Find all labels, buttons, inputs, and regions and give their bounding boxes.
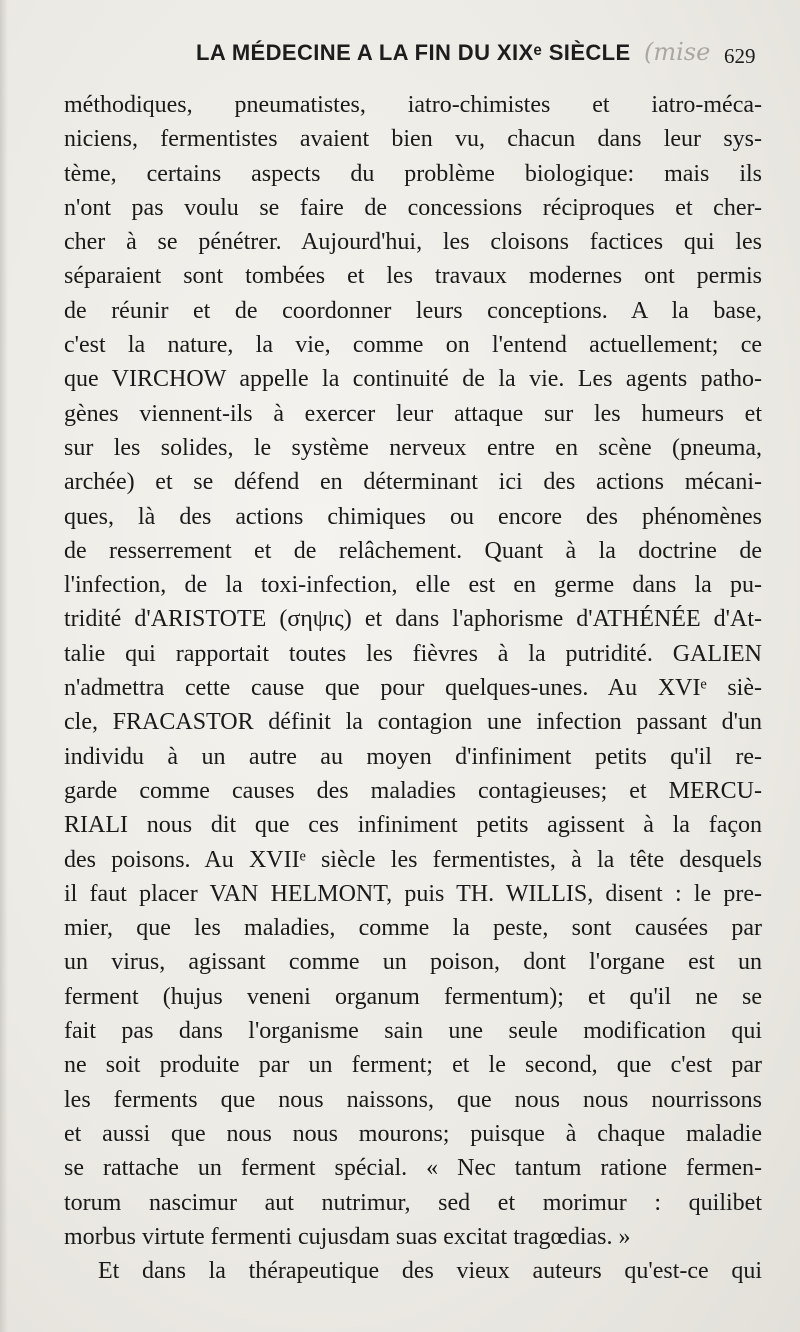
text-line: que VIRCHOW appelle la continuité de la vie. Les agents patho- — [64, 366, 762, 393]
text-line: torum nascimur aut nutrimur, sed et morimur : quilibet — [64, 1189, 762, 1216]
text-line: sur les solides, le système nerveux entre en scène (pneuma, — [64, 434, 762, 461]
text-line: tridité d'ARISTOTE (σηψις) et dans l'aphorisme d'ATHÉNÉE d'At- — [64, 606, 762, 633]
text-line: de resserrement et de relâchement. Quant à la doctrine de — [64, 537, 762, 564]
text-line: ne soit produite par un ferment; et le second, que c'est par — [64, 1052, 762, 1079]
text-line: mier, que les maladies, comme la peste, sont causées par — [64, 915, 762, 942]
text-line: gènes viennent-ils à exercer leur attaque sur les humeurs et — [64, 400, 762, 427]
text-line: garde comme causes des maladies contagieuses; et MERCU- — [64, 777, 762, 804]
text-line: cle, FRACASTOR définit la contagion une infection passant d'un — [64, 709, 762, 736]
text-line: Et dans la thérapeutique des vieux auteurs qu'est-ce qui — [98, 1258, 762, 1285]
text-line: archée) et se défend en déterminant ici des actions mécani- — [64, 469, 762, 496]
text-line: c'est la nature, la vie, comme on l'entend actuellement; ce — [64, 332, 762, 359]
text-line: fait pas dans l'organisme sain une seule modification qui — [64, 1018, 762, 1045]
text-line: morbus virtute fermenti cujusdam suas excitat tragœdias. » — [64, 1223, 631, 1250]
text-line: n'admettra cette cause que pour quelques-unes. Au XVIᵉ siè- — [64, 675, 762, 702]
text-line: se rattache un ferment spécial. « Nec tantum ratione fermen- — [64, 1155, 762, 1182]
text-line: ferment (hujus veneni organum fermentum); et qu'il ne se — [64, 983, 762, 1010]
text-line: il faut placer VAN HELMONT, puis TH. WILLIS, disent : le pre- — [64, 880, 762, 907]
text-line: RIALI nous dit que ces infiniment petits agissent à la façon — [64, 812, 762, 839]
text-line: l'infection, de la toxi-infection, elle est en germe dans la pu- — [64, 572, 762, 599]
text-line: des poisons. Au XVIIᵉ siècle les fermentistes, à la tête desquels — [64, 846, 762, 873]
text-line: méthodiques, pneumatistes, iatro-chimistes et iatro-méca- — [64, 92, 762, 118]
text-line: niciens, fermentistes avaient bien vu, chacun dans leur sys- — [64, 126, 762, 153]
text-line: cher à se pénétrer. Aujourd'hui, les cloisons factices qui les — [64, 229, 762, 256]
text-line: de réunir et de coordonner leurs conceptions. A la base, — [64, 297, 762, 324]
text-line: n'ont pas voulu se faire de concessions réciproques et cher- — [64, 194, 762, 221]
text-line: individu à un autre au moyen d'infiniment petits qu'il re- — [64, 743, 762, 770]
page-edge-shadow — [0, 0, 8, 1332]
handwritten-annotation: (mise — [644, 38, 711, 66]
text-line: séparaient sont tombées et les travaux modernes ont permis — [64, 263, 762, 290]
running-title: LA MÉDECINE A LA FIN DU XIXᵉ SIÈCLE — [196, 40, 631, 65]
page-number: 629 — [724, 44, 756, 68]
text-line: les ferments que nous naissons, que nous nous nourrissons — [64, 1086, 762, 1113]
body-text — [64, 88, 762, 1288]
text-line: talie qui rapportait toutes les fièvres à la putridité. GALIEN — [64, 640, 762, 667]
page-header — [196, 40, 776, 80]
text-line: tème, certains aspects du problème biologique: mais ils — [64, 160, 762, 187]
text-line: et aussi que nous nous mourons; puisque à chaque maladie — [64, 1120, 762, 1147]
text-line: ques, là des actions chimiques ou encore des phénomènes — [64, 503, 762, 530]
text-line: un virus, agissant comme un poison, dont l'organe est un — [64, 949, 762, 976]
